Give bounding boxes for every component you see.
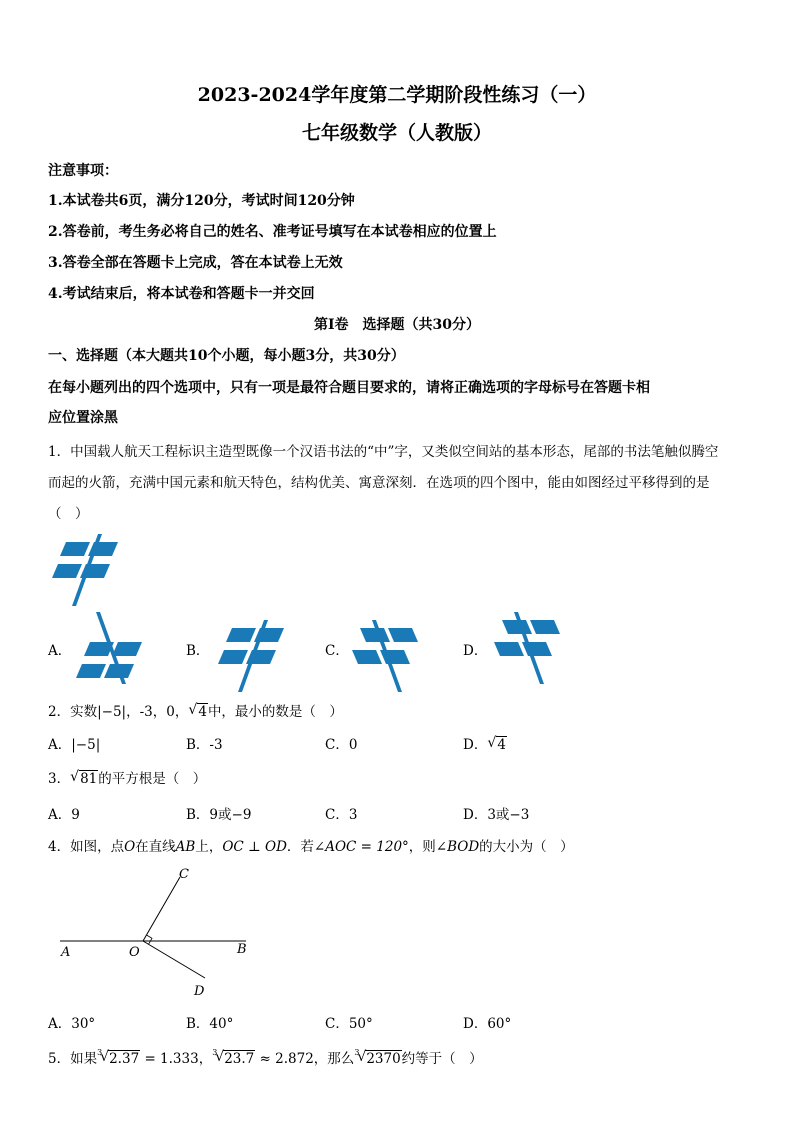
- section-heading: 一、选择题（本大题共10个小题，每小题3分，共30分）: [48, 348, 405, 364]
- note-item: 1.本试卷共6页，满分120分，考试时间120分钟: [48, 193, 355, 209]
- q3-text: 3．√ 81的平方根是（ ）: [48, 767, 206, 787]
- label-c: C: [179, 867, 189, 882]
- label-b: B: [237, 942, 247, 957]
- q1-text: 而起的火箭，充满中国元素和航天特色，结构优美、寓意深刻．在选项的四个图中，能由如图经过平移得到的是: [48, 475, 710, 491]
- q3-option-a: A．9: [48, 807, 80, 823]
- q5-text: 5．如果 √ 3 2.37 = 1.333， √ 3 23.7 ≈ 2.872，那么 √ 3 2370约等于（ ）: [48, 1047, 483, 1067]
- q1-text: （ ）: [48, 506, 89, 522]
- ray-od: [143, 941, 205, 978]
- logo-option-d: [494, 612, 560, 684]
- exam-subtitle: 七年级数学（人教版）: [301, 122, 492, 144]
- q4-option-a: A．30°: [48, 1016, 96, 1032]
- q1-option-c-label: C．: [325, 643, 349, 659]
- q1-text: 1．中国载人航天工程标识主造型既像一个汉语书法的“中”字，又类似空间站的基本形态，尾部的书法笔触似腾空: [48, 444, 719, 460]
- q4-option-c: C．50°: [325, 1016, 373, 1032]
- label-d: D: [194, 984, 205, 999]
- q3-option-c: C．3: [325, 807, 358, 823]
- label-a: A: [61, 945, 71, 960]
- q3-option-d: D．3或−3: [463, 807, 530, 823]
- section-instruction: 在每小题列出的四个选项中，只有一项是最符合题目要求的，请将正确选项的字母标号在答题卡相: [48, 380, 650, 396]
- logo-original: [52, 534, 118, 606]
- section-instruction: 应位置涂黑: [48, 410, 118, 426]
- q2-option-d: D．√ 4: [463, 733, 507, 753]
- note-item: 4.考试结束后，将本试卷和答题卡一并交回: [48, 286, 315, 302]
- label-o: O: [129, 945, 140, 960]
- q1-figures: [0, 528, 794, 708]
- q4-text: 4．如图，点O在直线AB上，OC ⊥ OD．若∠AOC = 120°，则∠BOD的大小为（ ）: [48, 839, 574, 855]
- logo-option-a: [76, 612, 142, 684]
- q4-option-b: B．40°: [186, 1016, 234, 1032]
- q1-option-a-label: A．: [48, 643, 72, 659]
- q1-option-b-label: B．: [186, 643, 210, 659]
- logo-option-c: [352, 620, 418, 692]
- ray-oc: [143, 877, 180, 941]
- right-angle-mark: [147, 935, 153, 944]
- q4-diagram: [48, 862, 308, 1002]
- q2-option-b: B．-3: [186, 737, 223, 753]
- q4-option-d: D．60°: [463, 1016, 512, 1032]
- q2-option-a: A．|−5|: [48, 737, 101, 753]
- notes-heading: 注意事项：: [48, 163, 118, 179]
- logo-option-b: [218, 620, 284, 692]
- q1-option-d-label: D．: [463, 643, 488, 659]
- exam-title: 2023-2024学年度第二学期阶段性练习（一）: [197, 84, 597, 106]
- q2-text: 2．实数|−5|，-3，0，√ 4中，最小的数是（ ）: [48, 700, 343, 720]
- q2-option-c: C．0: [325, 737, 358, 753]
- part-heading: 第Ⅰ卷 选择题（共30分）: [313, 317, 481, 333]
- q3-option-b: B．9或−9: [186, 807, 252, 823]
- note-item: 3.答卷全部在答题卡上完成，答在本试卷上无效: [48, 255, 343, 271]
- note-item: 2.答卷前，考生务必将自己的姓名、准考证号填写在本试卷相应的位置上: [48, 224, 497, 240]
